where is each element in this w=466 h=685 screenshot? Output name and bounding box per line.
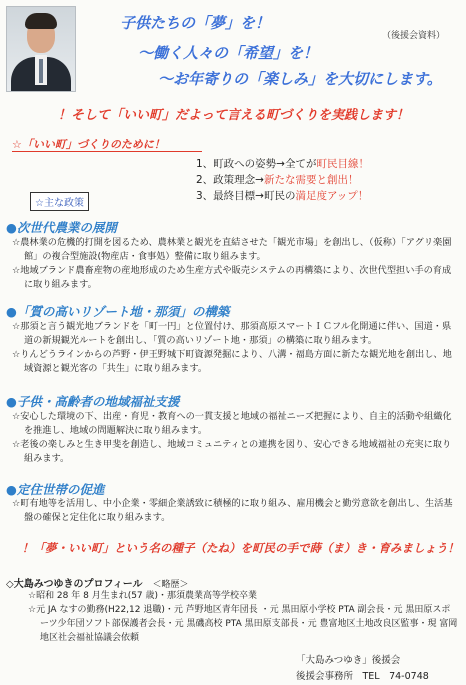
section-body-settlement <box>12 497 458 525</box>
paragraph: ☆町有地等を活用し、中小企業・零細企業誘致に積極的に取り組み、雇用機会と勤労意欲を創出し、生活基盤の確保と定住化に取り組みます。 <box>12 498 453 523</box>
candidate-photo <box>6 6 76 92</box>
paragraph: ☆地域ブランド農畜産物の産地形成のため生産方式や販売システムの再構築により、次世代型担い手の育成に取り組みます。 <box>12 265 452 290</box>
headline-line-2: 〜働く人々の「希望」を！ <box>138 44 319 62</box>
section-title-agriculture: ●次世代農業の展開 <box>6 220 117 235</box>
section-body-welfare <box>12 410 458 466</box>
paragraph: ☆りんどうラインからの芦野・伊王野城下町資源発掘により、八溝・福島方面に新たな観光地を創出し、地域資源と観光客の「共生」に取り組みます。 <box>12 349 452 374</box>
closing-message: ！「夢・いい町」という名の種子（たね）を町民の手で蒔（ま）き・育みましょう！ <box>22 541 459 555</box>
profile-body <box>28 589 458 645</box>
policy-item-3: 3、最終目標→町民の満足度アップ！ <box>196 190 369 202</box>
document-note: （後援会資料） <box>382 31 446 41</box>
policy-item-2: 2、政策理念→新たな需要と創出！ <box>196 174 359 186</box>
profile-line: ☆元 JA なすの勤務(H22,12 退職)・元 芦野地区青年団長 ・元 黒田原小学校 PTA 副会長・元 黒田原スポーツ少年団ソフト部保護者会長・元 黒磯高校 PTA 黒田原支部長・元 豊富地区土地改良区監事・現 富岡地区社会福祉協議会依頼 <box>28 605 458 643</box>
paragraph: ☆老後の楽しみと生き甲斐を創造し、地域コミュニティとの連携を図り、安心できる地域福祉の充実に取り組みます。 <box>12 439 452 464</box>
profile-line: ☆昭和 28 年 8 月生まれ(57 歳)・那須農業高等学校卒業 <box>28 591 258 601</box>
paragraph: ☆那須と言う観光地ブランドを「町一円」と位置付け、那須高原スマートＩＣフル化開通に伴い、国道・県道の新規観光ルートを創出し、「質の高いリゾート地・那須」の構築に取り組みます。 <box>12 321 452 346</box>
headline-line-3: 〜お年寄りの「楽しみ」を大切にします。 <box>158 70 442 88</box>
section-title-settlement: ●定住世帯の促進 <box>6 482 105 497</box>
support-org: 「大島みつゆき」後援会 <box>296 655 401 666</box>
section-title-resort: ●「質の高いリゾート地・那須」の構築 <box>6 304 230 319</box>
profile-title: ◇大島みつゆきのプロフィール ＜略歴＞ <box>6 579 189 590</box>
section-body-agriculture <box>12 236 458 292</box>
main-policies-label: ☆主な政策 <box>30 192 89 211</box>
section-body-resort <box>12 320 458 376</box>
slogan: ！そして「いい町」だよって言える町づくりを実践します！ <box>58 108 410 123</box>
headline-line-1: 子供たちの「夢」を！ <box>120 14 271 32</box>
section-title-welfare: ●子供・高齢者の地域福祉支援 <box>6 394 180 409</box>
policy-heading: ☆「いい町」づくりのために！ <box>12 138 165 151</box>
paragraph: ☆安心した環境の下、出産・育児・教育への一貫支援と地域の福祉ニーズ把握により、自主的活動や組織化を推進し、地域の問題解決に取り組みます。 <box>12 411 452 436</box>
policy-item-1: 1、町政への姿勢→全てが町民目線！ <box>196 158 369 170</box>
office-contact: 後援会事務所 TEL 74-0748 <box>296 671 429 682</box>
heading-underline <box>12 151 202 152</box>
paragraph: ☆農林業の危機的打開を図るため、農林業と観光を直結させた「観光市場」を創出し、（仮称）「アグリ楽園館」の複合型施設(物産店・食事処）整備に取り組みます。 <box>12 237 452 262</box>
